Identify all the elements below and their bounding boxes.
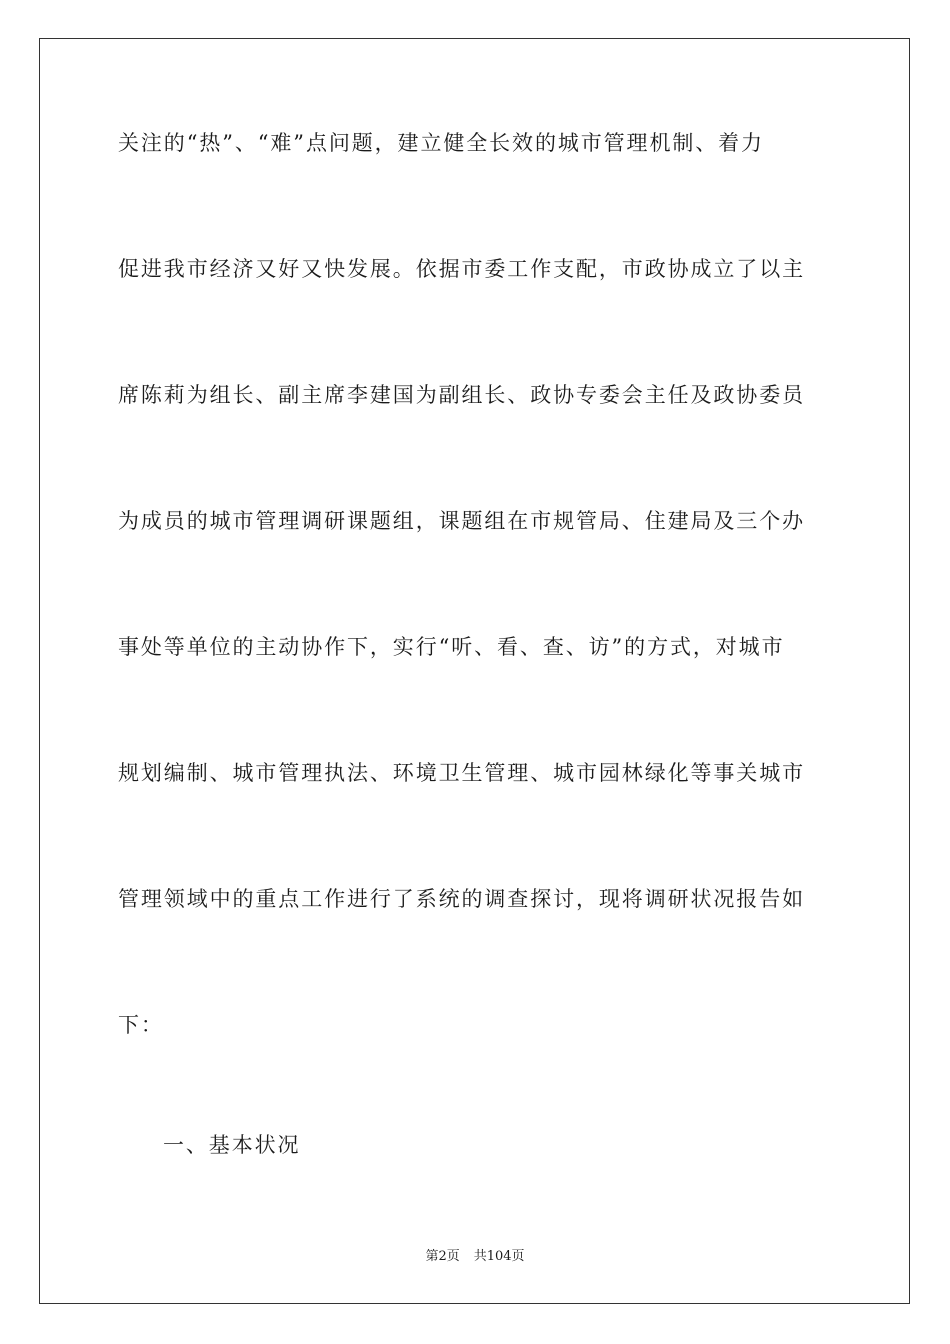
paragraph-line: 管理领域中的重点工作进行了系统的调查探讨，现将调研状况报告如 <box>118 887 805 911</box>
section-heading: 一、基本状况 <box>163 1133 301 1157</box>
page-total: 共104页 <box>473 1249 525 1264</box>
page-footer <box>0 1248 950 1266</box>
paragraph-line: 关注的“热”、“难”点问题，建立健全长效的城市管理机制、着力 <box>118 131 764 155</box>
paragraph-line: 规划编制、城市管理执法、环境卫生管理、城市园林绿化等事关城市 <box>118 761 805 785</box>
page-number: 第2页 <box>425 1249 460 1264</box>
paragraph-line: 下： <box>118 1013 164 1037</box>
document-body <box>118 128 834 1136</box>
paragraph-line: 事处等单位的主动协作下，实行“听、看、查、访”的方式，对城市 <box>118 635 785 659</box>
paragraph-line: 为成员的城市管理调研课题组，课题组在市规管局、住建局及三个办 <box>118 509 805 533</box>
paragraph-line: 促进我市经济又好又快发展。依据市委工作支配，市政协成立了以主 <box>118 257 805 281</box>
paragraph-line: 席陈莉为组长、副主席李建国为副组长、政协专委会主任及政协委员 <box>118 383 805 407</box>
